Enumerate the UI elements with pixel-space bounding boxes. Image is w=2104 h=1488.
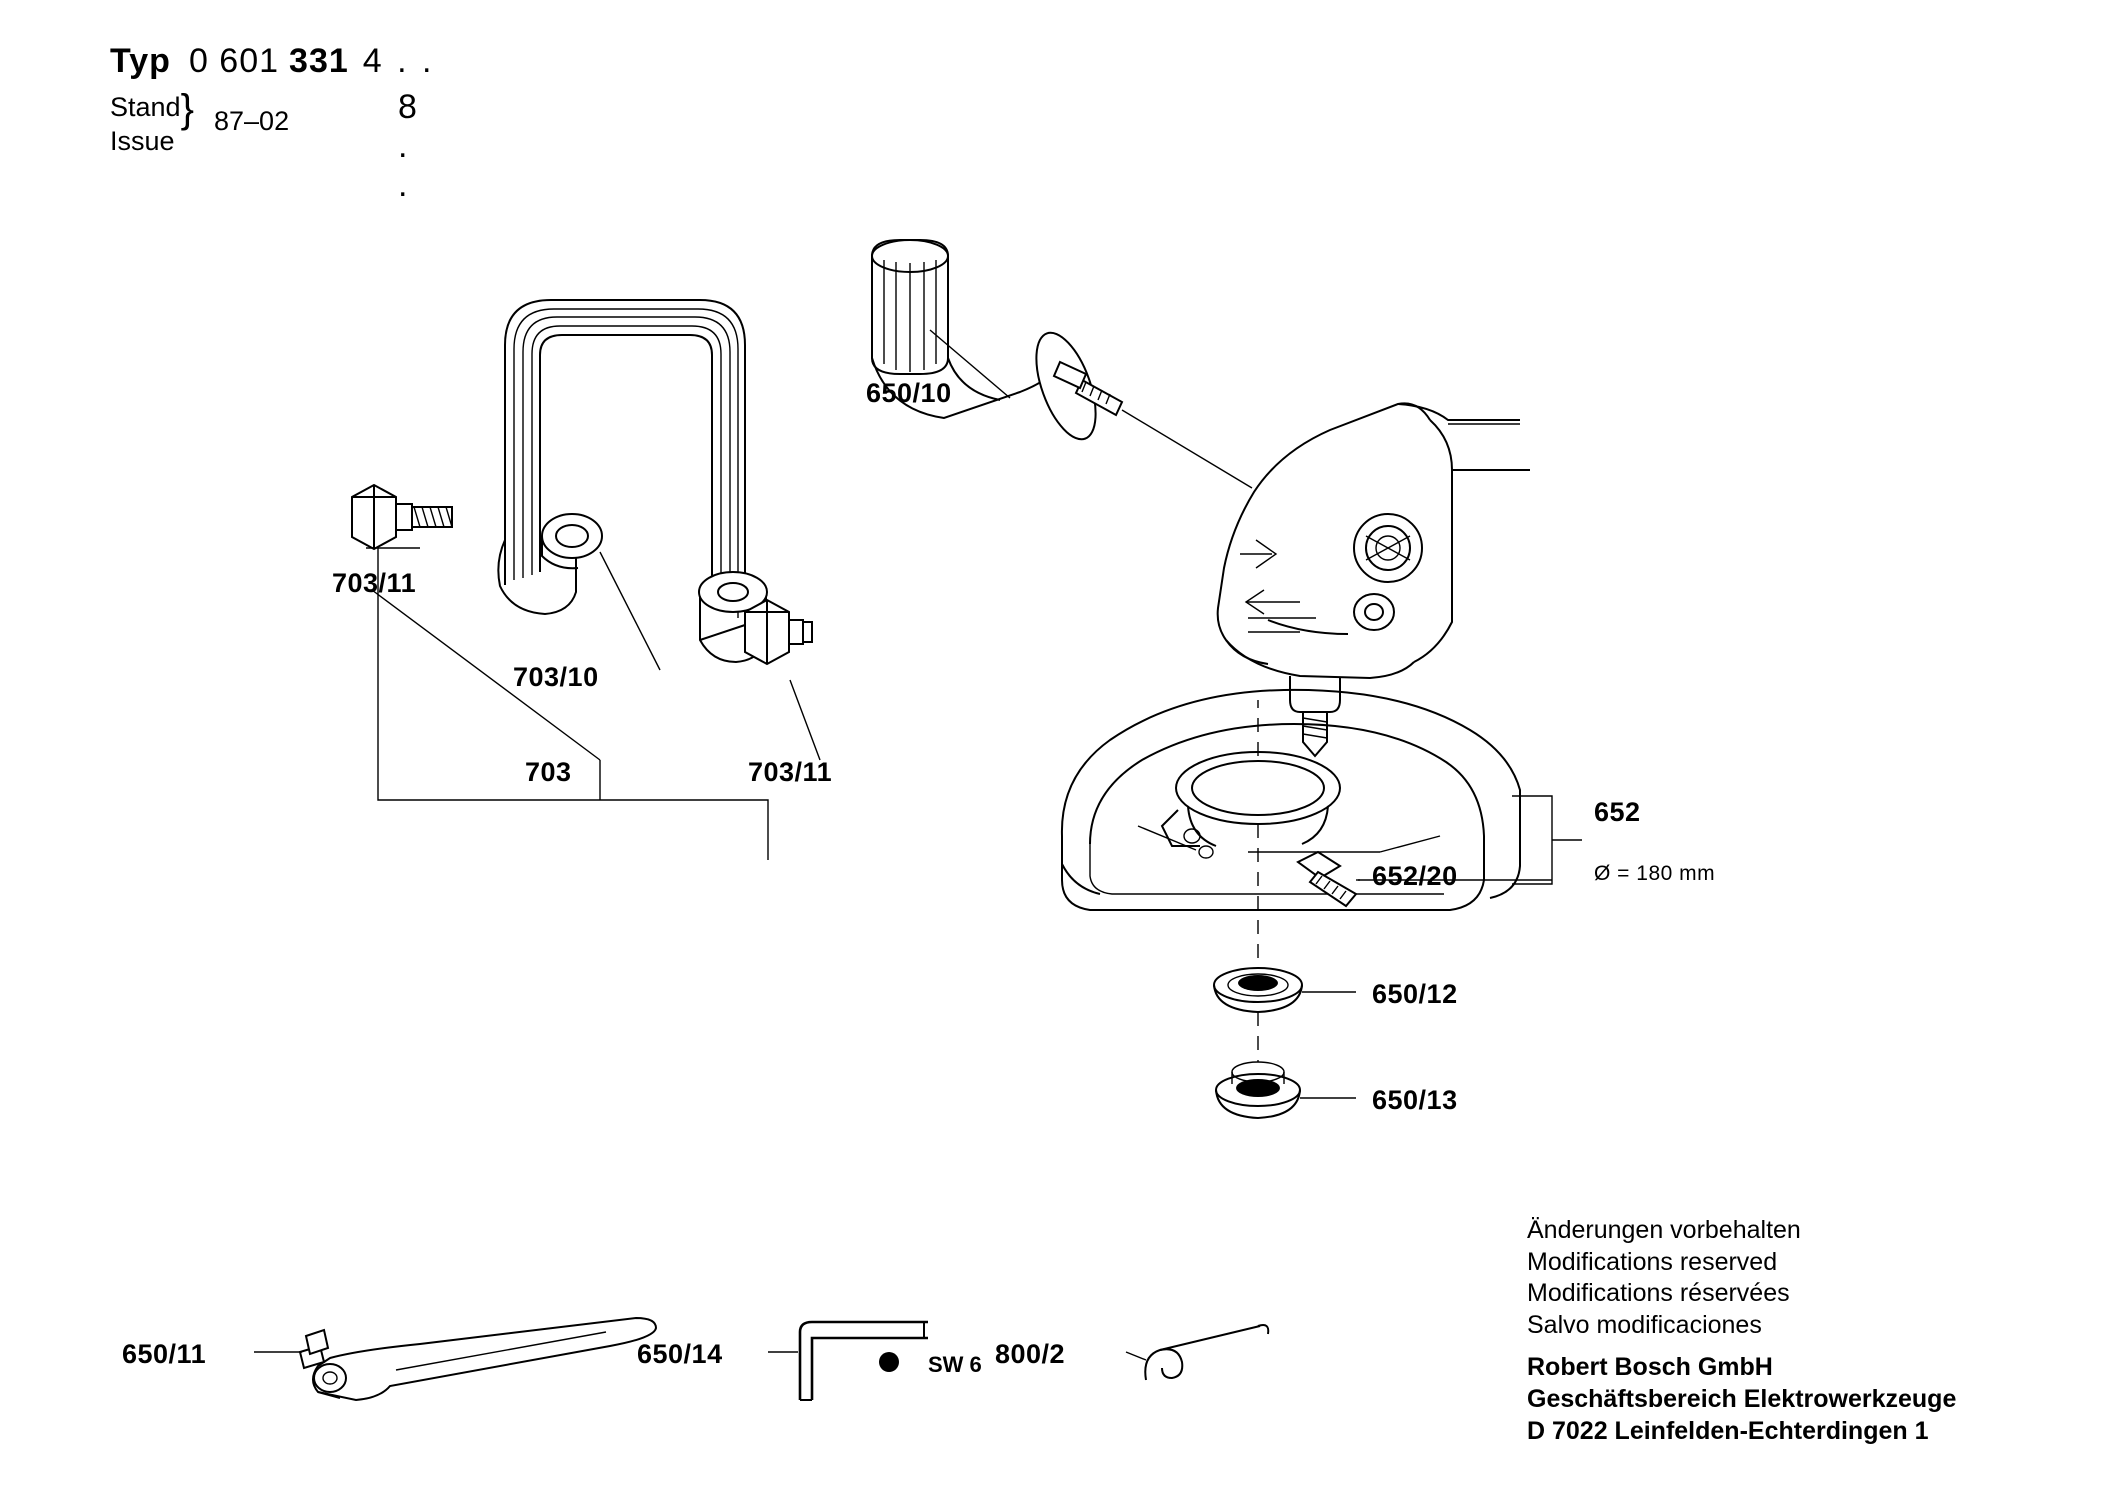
callout-703: 703: [525, 757, 572, 787]
callout-652: 652: [1594, 797, 1641, 827]
company-block: [1527, 1351, 1956, 1447]
notice-en: Modifications reserved: [1527, 1247, 1778, 1276]
hex-key-size-label: SW 6: [928, 1352, 982, 1377]
typ-label: Typ: [110, 42, 171, 80]
bow-handle-drawing: [498, 300, 767, 662]
bow-screw-left-drawing: [352, 485, 452, 549]
company-address: D 7022 Leinfelden-Echterdingen 1: [1527, 1417, 1929, 1445]
issue-label: Issue: [110, 126, 175, 156]
type-number-line: [110, 42, 434, 81]
guard-diameter-note: Ø = 180 mm: [1594, 862, 1716, 885]
callout-703-11-right: 703/11: [748, 757, 833, 787]
type-number-core: 331: [289, 42, 349, 80]
callout-703-11-left: 703/11: [332, 568, 417, 598]
company-division: Geschäftsbereich Elektrowerkzeuge: [1527, 1385, 1957, 1413]
leader-lines: [254, 330, 1582, 1360]
company-name: Robert Bosch GmbH: [1527, 1353, 1773, 1381]
issue-block: [110, 87, 434, 156]
guard-screw-drawing: [1298, 852, 1356, 906]
spring-clip-drawing: [1145, 1325, 1268, 1380]
callout-703-10: 703/10: [513, 662, 599, 692]
aux-handle-drawing: [872, 240, 1122, 447]
callout-650-10: 650/10: [866, 378, 952, 408]
type-variant-1: 4 . .: [362, 42, 435, 80]
issue-date: 87–02: [214, 106, 290, 136]
gear-housing-drawing: [1218, 403, 1530, 756]
notice-de: Änderungen vorbehalten: [1527, 1216, 1801, 1244]
notice-fr: Modifications réservées: [1527, 1279, 1790, 1307]
stand-label: Stand: [110, 92, 181, 123]
hex-key-drawing: [800, 1322, 928, 1400]
brace-glyph: }: [180, 87, 194, 131]
callout-650-12: 650/12: [1372, 979, 1458, 1009]
callout-800-2: 800/2: [995, 1339, 1066, 1369]
document-header: [110, 42, 435, 204]
bow-screw-right-drawing: [745, 600, 812, 664]
pin-wrench-drawing: [300, 1318, 656, 1400]
callout-650-13: 650/13: [1372, 1085, 1458, 1115]
flange-nut-drawing: [1216, 1062, 1300, 1118]
inner-flange-drawing: [1214, 968, 1302, 1012]
modifications-notice: [1527, 1215, 1801, 1341]
callout-650-11: 650/11: [122, 1339, 207, 1369]
callout-652-20: 652/20: [1372, 861, 1458, 891]
notice-es: Salvo modificaciones: [1527, 1310, 1762, 1339]
type-number-prefix: 0 601: [188, 42, 280, 80]
type-variant-2: 8 . .: [398, 88, 420, 204]
callout-650-14: 650/14: [637, 1339, 723, 1369]
